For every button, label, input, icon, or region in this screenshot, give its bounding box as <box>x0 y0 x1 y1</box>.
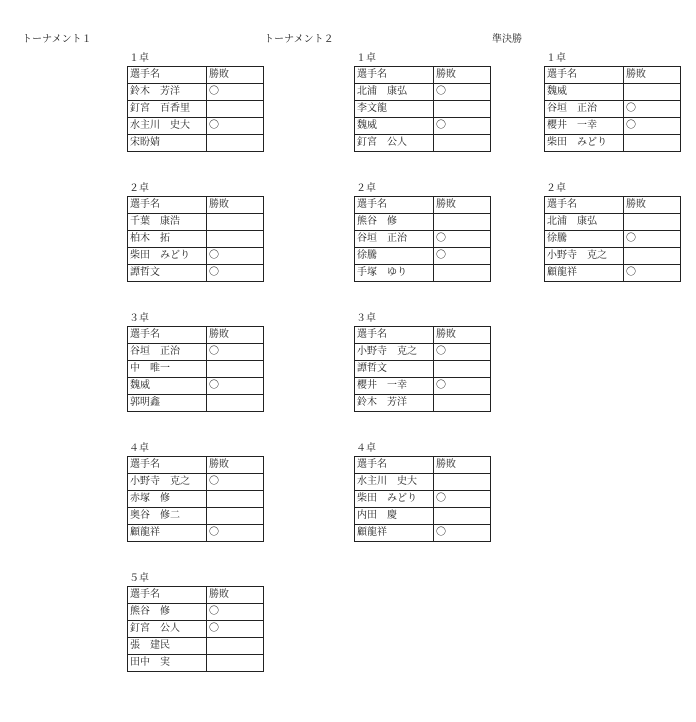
header-name: 選手名 <box>355 327 434 344</box>
player-result <box>434 101 491 118</box>
table-row <box>545 248 681 265</box>
player-result <box>207 101 264 118</box>
player-name: 魏威 <box>128 378 207 395</box>
table-row <box>355 344 491 361</box>
table-label: ４卓 <box>356 443 376 454</box>
score-table <box>354 326 491 412</box>
table-label: ２卓 <box>129 183 149 194</box>
table-row <box>128 604 264 621</box>
player-name: 田中 実 <box>128 655 207 672</box>
player-name: 魏威 <box>545 84 624 101</box>
player-result <box>434 361 491 378</box>
player-result: 〇 <box>207 604 264 621</box>
table-header-row <box>545 67 681 84</box>
score-table <box>127 66 264 152</box>
header-result: 勝敗 <box>207 457 264 474</box>
player-name: 鈴木 芳洋 <box>128 84 207 101</box>
table-row <box>355 474 491 491</box>
player-name: 熊谷 修 <box>355 214 434 231</box>
table-row <box>128 474 264 491</box>
table-row <box>128 655 264 672</box>
table-header-row <box>128 197 264 214</box>
header-name: 選手名 <box>545 197 624 214</box>
table-row <box>355 378 491 395</box>
table-label: ５卓 <box>129 573 149 584</box>
table-row <box>128 101 264 118</box>
score-table <box>354 456 491 542</box>
player-result: 〇 <box>207 621 264 638</box>
player-result <box>434 508 491 525</box>
player-name: 徐騰 <box>545 231 624 248</box>
t1-table-3 <box>127 312 263 412</box>
table-row <box>355 84 491 101</box>
score-table <box>127 456 264 542</box>
player-result: 〇 <box>207 525 264 542</box>
player-result: 〇 <box>434 84 491 101</box>
table-row <box>128 265 264 282</box>
player-name: 釘宮 公人 <box>128 621 207 638</box>
header-result: 勝敗 <box>207 197 264 214</box>
table-label: ２卓 <box>546 183 566 194</box>
table-label: ２卓 <box>356 183 376 194</box>
table-label: ３卓 <box>129 313 149 324</box>
table-row <box>128 525 264 542</box>
table-row <box>355 361 491 378</box>
player-name: 顧龍祥 <box>355 525 434 542</box>
player-name: 櫻井 一幸 <box>355 378 434 395</box>
table-row <box>355 231 491 248</box>
player-result <box>624 135 681 152</box>
header-name: 選手名 <box>355 197 434 214</box>
table-header-row <box>545 197 681 214</box>
player-result: 〇 <box>624 118 681 135</box>
player-name: 宋盼婧 <box>128 135 207 152</box>
player-name: 谷垣 正治 <box>545 101 624 118</box>
player-name: 水主川 史大 <box>128 118 207 135</box>
player-name: 櫻井 一幸 <box>545 118 624 135</box>
table-row <box>355 118 491 135</box>
t2-table-3 <box>354 312 490 412</box>
header-name: 選手名 <box>128 67 207 84</box>
player-result: 〇 <box>624 265 681 282</box>
score-table <box>127 326 264 412</box>
player-name: 北浦 康弘 <box>545 214 624 231</box>
table-header-row <box>128 457 264 474</box>
table-row <box>545 101 681 118</box>
player-result <box>624 84 681 101</box>
table-row <box>128 395 264 412</box>
header-result: 勝敗 <box>434 457 491 474</box>
table-row <box>355 101 491 118</box>
player-name: 柴田 みどり <box>128 248 207 265</box>
t1-table-2 <box>127 182 263 282</box>
table-row <box>128 361 264 378</box>
table-row <box>355 491 491 508</box>
player-result <box>434 395 491 412</box>
table-row <box>545 265 681 282</box>
player-name: 赤塚 修 <box>128 491 207 508</box>
header-result: 勝敗 <box>434 197 491 214</box>
score-table <box>127 586 264 672</box>
header-name: 選手名 <box>128 197 207 214</box>
player-result: 〇 <box>624 101 681 118</box>
player-result: 〇 <box>207 248 264 265</box>
header-result: 勝敗 <box>207 67 264 84</box>
table-row <box>545 231 681 248</box>
table-header-row <box>128 67 264 84</box>
table-row <box>355 508 491 525</box>
player-name: 柏木 拓 <box>128 231 207 248</box>
tournament-1-title: トーナメント１ <box>22 34 92 45</box>
player-name: 釘宮 公人 <box>355 135 434 152</box>
header-name: 選手名 <box>128 457 207 474</box>
header-result: 勝敗 <box>207 327 264 344</box>
t2-table-1 <box>354 52 490 152</box>
header-name: 選手名 <box>128 327 207 344</box>
table-header-row <box>128 587 264 604</box>
table-label: １卓 <box>356 53 376 64</box>
t1-table-4 <box>127 442 263 542</box>
player-result <box>624 248 681 265</box>
player-result: 〇 <box>207 474 264 491</box>
table-row <box>355 525 491 542</box>
player-result: 〇 <box>434 491 491 508</box>
table-row <box>128 508 264 525</box>
table-row <box>128 491 264 508</box>
player-name: 李文龍 <box>355 101 434 118</box>
table-row <box>128 378 264 395</box>
table-header-row <box>355 197 491 214</box>
table-row <box>128 621 264 638</box>
player-result: 〇 <box>434 344 491 361</box>
table-header-row <box>355 457 491 474</box>
player-result: 〇 <box>624 231 681 248</box>
player-name: 顧龍祥 <box>545 265 624 282</box>
player-result: 〇 <box>434 378 491 395</box>
player-result: 〇 <box>207 265 264 282</box>
player-name: 顧龍祥 <box>128 525 207 542</box>
player-name: 手塚 ゆり <box>355 265 434 282</box>
table-row <box>128 248 264 265</box>
table-row <box>128 231 264 248</box>
player-name: 谷垣 正治 <box>355 231 434 248</box>
table-header-row <box>128 327 264 344</box>
player-result: 〇 <box>434 231 491 248</box>
score-table <box>544 66 681 152</box>
player-name: 小野寺 克之 <box>545 248 624 265</box>
player-result <box>207 638 264 655</box>
t1-table-5 <box>127 572 263 672</box>
header-result: 勝敗 <box>624 197 681 214</box>
header-result: 勝敗 <box>434 327 491 344</box>
player-name: 郭明鑫 <box>128 395 207 412</box>
player-result <box>207 231 264 248</box>
table-row <box>355 395 491 412</box>
player-name: 北浦 康弘 <box>355 84 434 101</box>
player-name: 小野寺 克之 <box>128 474 207 491</box>
player-result: 〇 <box>207 344 264 361</box>
table-row <box>128 84 264 101</box>
table-label: １卓 <box>129 53 149 64</box>
t1-table-1 <box>127 52 263 152</box>
player-name: 柴田 みどり <box>545 135 624 152</box>
player-name: 熊谷 修 <box>128 604 207 621</box>
score-table <box>354 196 491 282</box>
table-row <box>128 638 264 655</box>
player-result <box>624 214 681 231</box>
player-result <box>207 361 264 378</box>
player-name: 水主川 史大 <box>355 474 434 491</box>
header-name: 選手名 <box>128 587 207 604</box>
player-result <box>434 135 491 152</box>
player-result: 〇 <box>434 118 491 135</box>
player-name: 釘宮 百香里 <box>128 101 207 118</box>
table-row <box>128 118 264 135</box>
score-table <box>127 196 264 282</box>
table-row <box>545 118 681 135</box>
header-name: 選手名 <box>355 67 434 84</box>
semifinal-table-2 <box>544 182 680 282</box>
tournament-2-title: トーナメント２ <box>264 34 334 45</box>
player-result <box>207 135 264 152</box>
player-name: 譚哲文 <box>128 265 207 282</box>
table-label: ３卓 <box>356 313 376 324</box>
player-name: 中 唯一 <box>128 361 207 378</box>
player-result <box>434 214 491 231</box>
player-name: 谷垣 正治 <box>128 344 207 361</box>
table-row <box>355 248 491 265</box>
player-name: 鈴木 芳洋 <box>355 395 434 412</box>
player-name: 奥谷 修二 <box>128 508 207 525</box>
player-result <box>207 508 264 525</box>
player-result: 〇 <box>207 378 264 395</box>
table-row <box>545 135 681 152</box>
player-name: 徐騰 <box>355 248 434 265</box>
player-name: 千葉 康浩 <box>128 214 207 231</box>
player-result <box>207 491 264 508</box>
table-label: １卓 <box>546 53 566 64</box>
t2-table-4 <box>354 442 490 542</box>
player-name: 柴田 みどり <box>355 491 434 508</box>
player-result <box>207 395 264 412</box>
player-result <box>434 474 491 491</box>
player-result <box>207 214 264 231</box>
score-table <box>354 66 491 152</box>
header-name: 選手名 <box>545 67 624 84</box>
player-name: 魏威 <box>355 118 434 135</box>
player-result <box>207 655 264 672</box>
table-label: ４卓 <box>129 443 149 454</box>
table-row <box>355 265 491 282</box>
player-name: 張 建民 <box>128 638 207 655</box>
table-row <box>128 214 264 231</box>
table-header-row <box>355 67 491 84</box>
player-result <box>434 265 491 282</box>
table-row <box>545 84 681 101</box>
t2-table-2 <box>354 182 490 282</box>
player-name: 譚哲文 <box>355 361 434 378</box>
player-result: 〇 <box>207 118 264 135</box>
table-row <box>355 135 491 152</box>
header-result: 勝敗 <box>207 587 264 604</box>
header-name: 選手名 <box>355 457 434 474</box>
header-result: 勝敗 <box>624 67 681 84</box>
table-row <box>128 135 264 152</box>
player-name: 内田 慶 <box>355 508 434 525</box>
semifinal-title: 準決勝 <box>492 34 522 45</box>
header-result: 勝敗 <box>434 67 491 84</box>
player-result: 〇 <box>434 248 491 265</box>
player-result: 〇 <box>434 525 491 542</box>
player-name: 小野寺 克之 <box>355 344 434 361</box>
player-result: 〇 <box>207 84 264 101</box>
table-row <box>128 344 264 361</box>
table-header-row <box>355 327 491 344</box>
semifinal-table-1 <box>544 52 680 152</box>
table-row <box>355 214 491 231</box>
table-row <box>545 214 681 231</box>
score-table <box>544 196 681 282</box>
